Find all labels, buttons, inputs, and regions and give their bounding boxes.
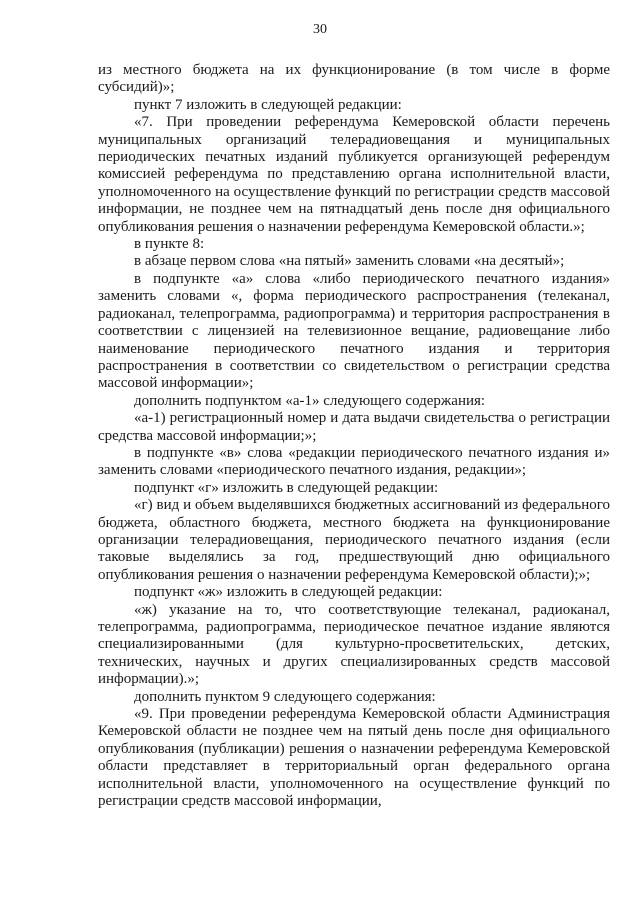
document-text [98, 62, 610, 810]
paragraph-item-9: «9. При проведении референдума Кемеровской области Администрация Кемеровской области не позднее чем на пятый день после дня официального опубликования (публикации) решения о назначении референдума Кемеровской области представляет в территориальный орган федерального органа исполнительной власти, уполномоченного на осуществление функций по регистрации средств массовой информации, [98, 706, 610, 810]
paragraph-subitem-a: в подпункте «а» слова «либо периодического печатного издания» заменить словами «, форма периодического распространения (телеканал, радиоканал, телепрограмма, радиопрограмма) и территория распространения в соответствии с лицензией на телевизионное вещание, радиовещание либо наименование периодического печатного издания и территория распространения в соответствии со свидетельством о регистрации средства массовой информации»; [98, 270, 610, 392]
paragraph-item-7-intro: пункт 7 изложить в следующей редакции: [134, 96, 402, 113]
paragraph-continuation: из местного бюджета на их функционирование (в том числе в форме субсидий)»; [98, 62, 610, 96]
paragraph-item-7-text: «7. При проведении референдума Кемеровской области перечень муниципальных организаций телерадиовещания и муниципальных периодических печатных изданий публикуется организующей референдум комиссией референдума по представлению органа исполнительной власти, уполномоченного на осуществление функций по регистрации средств массовой информации, не позднее чем на пятнадцатый день после дня официального опубликования решения о назначении референдума Кемеровской области.»; [98, 114, 610, 235]
page-number: 30 [313, 22, 327, 37]
paragraph-subitem-g: «г) вид и объем выделявшихся бюджетных ассигнований из федерального бюджета, областного бюджета, местного бюджета на функционирование организации телерадиовещания, периодического печатного издания (если таковые выделялись за год, предшествующий дню официального опубликования решения о назначении референдума Кемеровской области);»; [98, 497, 610, 583]
paragraph-item-8-intro: в пункте 8: [134, 236, 205, 253]
paragraph-add-a1-intro: дополнить подпунктом «а-1» следующего содержания: [134, 392, 486, 409]
paragraph-subitem-v: в подпункте «в» слова «редакции периодического печатного издания и» заменить словами «периодического печатного издания, редакции»; [98, 444, 610, 479]
paragraph-add-item-9-intro: дополнить пунктом 9 следующего содержания: [134, 688, 436, 705]
paragraph-subitem-g-intro: подпункт «г» изложить в следующей редакции: [134, 479, 439, 496]
paragraph-subitem-zh: «ж) указание на то, что соответствующие телеканал, радиоканал, телепрограмма, радиопрограмма, периодическое печатное издание являются специализированными (для культурно-просветительских, детских, технических, научных и других специализированных средств массовой информации).»; [98, 601, 610, 688]
paragraph-subitem-a1: «а-1) регистрационный номер и дата выдачи свидетельства о регистрации средства массовой информации;»; [98, 410, 610, 444]
paragraph-subitem-zh-intro: подпункт «ж» изложить в следующей редакции: [134, 584, 443, 601]
paragraph-item-8-first: в абзаце первом слова «на пятый» заменить словами «на десятый»; [134, 253, 565, 270]
